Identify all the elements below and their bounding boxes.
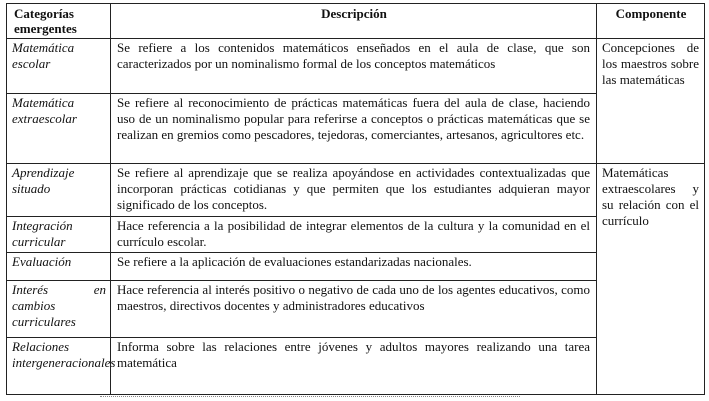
row-description: Hace referencia al interés positivo o negativo de cada uno de los agentes educativos, como maestros, directivos docentes y administradores educativos	[111, 281, 597, 338]
row-description: Se refiere a la aplicación de evaluaciones estandarizadas nacionales.	[111, 253, 597, 281]
component-cell: Concepciones de los maestros sobre las matemáticas	[597, 39, 705, 164]
row-description: Informa sobre las relaciones entre jóvenes y adultos mayores realizando una tarea matemática	[111, 338, 597, 395]
table-row	[7, 39, 705, 94]
header-component: Componente	[597, 4, 705, 39]
categories-table	[6, 3, 705, 395]
row-description: Se refiere al aprendizaje que se realiza apoyándose en actividades contextualizadas que incorporan prácticas cotidianas y que permiten que los estudiantes adquieran mayor significado de los conceptos.	[111, 164, 597, 217]
header-description: Descripción	[111, 4, 597, 39]
row-category: Matemática escolar	[7, 39, 111, 94]
row-category: Aprendizaje situado	[7, 164, 111, 217]
table-header-row	[7, 4, 705, 39]
row-description: Se refiere a los contenidos matemáticos enseñados en el aula de clase, que son caracterizados por un nominalismo formal de los conceptos matemáticos	[111, 39, 597, 94]
row-description: Hace referencia a la posibilidad de integrar elementos de la cultura y la comunidad en el currículo escolar.	[111, 217, 597, 253]
row-description: Se refiere al reconocimiento de prácticas matemáticas fuera del aula de clase, haciendo uso de un nominalismo popular para referirse a conceptos o prácticas matemáticas que se realizan en gremios como pescadores, tejedoras, comerciantes, artesanos, agricultores etc.	[111, 94, 597, 164]
row-category: Matemática extraescolar	[7, 94, 111, 164]
table-row	[7, 164, 705, 217]
row-category: Relaciones intergeneracionales	[7, 338, 111, 395]
component-cell: Matemáticas extraescolares y su relación con el currículo	[597, 164, 705, 395]
header-category: Categorías emergentes	[7, 4, 111, 39]
row-category: Integración curricular	[7, 217, 111, 253]
cropped-caption-line	[100, 396, 520, 400]
row-category: Evaluación	[7, 253, 111, 281]
row-category: Interés en cambios curriculares	[7, 281, 111, 338]
